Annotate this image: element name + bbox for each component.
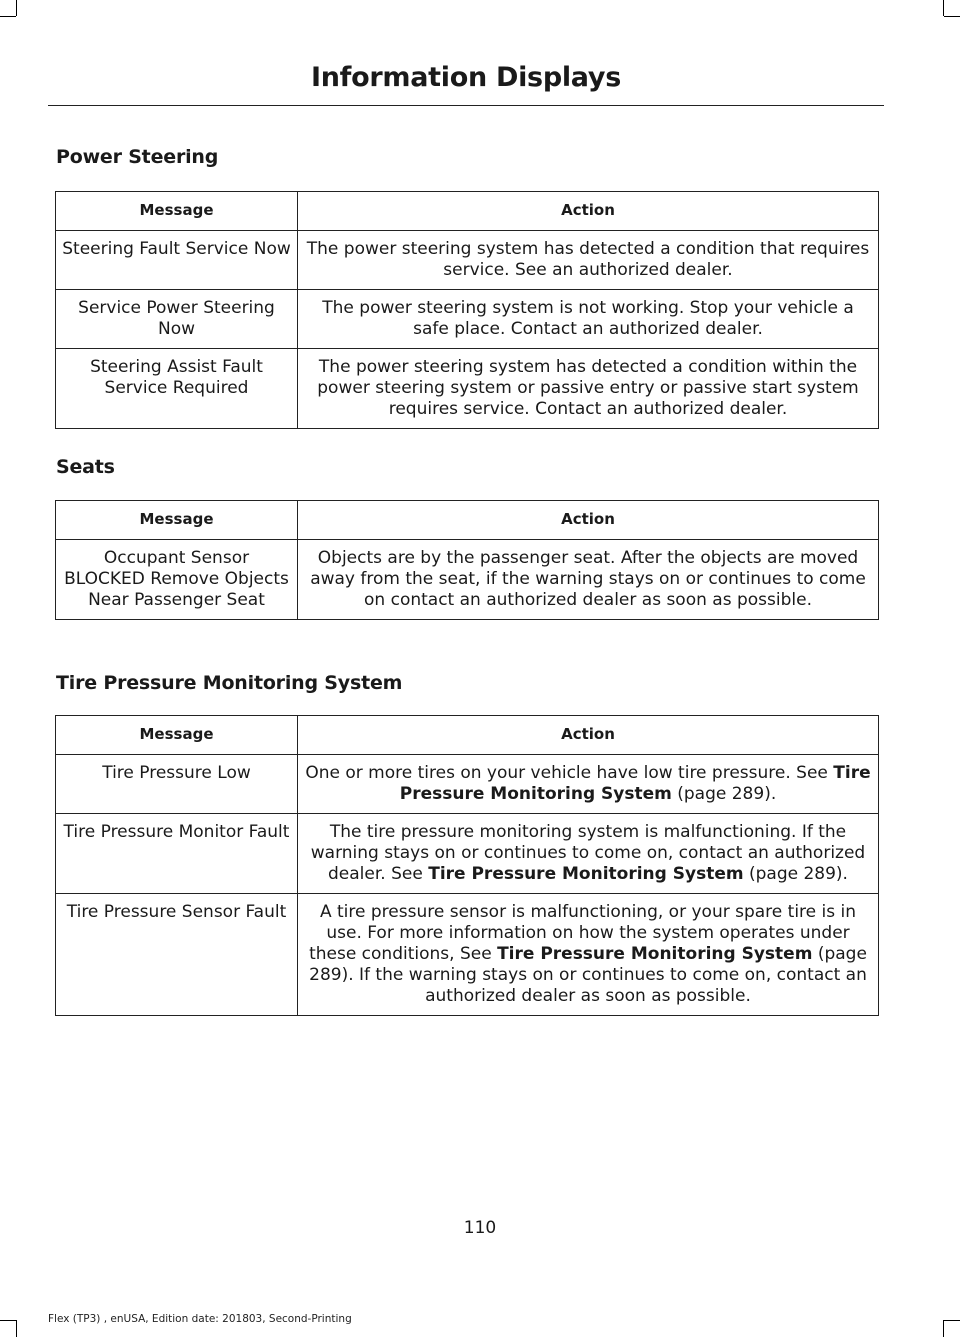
crop-mark xyxy=(944,1320,960,1321)
column-header-action: Action xyxy=(298,501,879,540)
action-cell xyxy=(298,814,879,894)
action-cell: Objects are by the passenger seat. After the objects are moved away from the seat, if the warning stays on or continues to come on contact an authorized dealer as soon as possible. xyxy=(298,540,879,620)
message-cell: Tire Pressure Monitor Fault xyxy=(56,814,298,894)
action-cell xyxy=(298,894,879,1016)
action-text: One or more tires on your vehicle have low tire pressure. See xyxy=(305,763,834,783)
crop-mark xyxy=(943,1320,944,1337)
column-header-message: Message xyxy=(56,501,298,540)
message-cell: Steering Fault Service Now xyxy=(56,231,298,290)
table-row xyxy=(56,231,879,290)
power-steering-table xyxy=(55,191,879,429)
cross-reference-link[interactable]: Tire Pressure Monitoring System xyxy=(497,944,813,964)
seats-table xyxy=(55,500,879,620)
column-header-message: Message xyxy=(56,192,298,231)
column-header-message: Message xyxy=(56,716,298,755)
action-cell: The power steering system is not working. Stop your vehicle a safe place. Contact an authorized dealer. xyxy=(298,290,879,349)
table-row xyxy=(56,290,879,349)
table-row xyxy=(56,540,879,620)
table-header-row xyxy=(56,716,879,755)
table-row xyxy=(56,755,879,814)
section-title-seats: Seats xyxy=(56,456,115,478)
crop-mark xyxy=(943,0,944,16)
crop-mark xyxy=(944,16,960,17)
crop-mark xyxy=(0,16,16,17)
column-header-action: Action xyxy=(298,716,879,755)
section-title-power-steering: Power Steering xyxy=(56,146,219,168)
cross-reference-link[interactable]: Tire Pressure Monitoring System xyxy=(428,864,744,884)
crop-mark xyxy=(16,1320,17,1337)
crop-mark xyxy=(0,1320,16,1321)
page-number: 110 xyxy=(463,1218,497,1238)
action-text: A tire pressure sensor is malfunctioning, or your spare tire is in use. For more information on how the system operates under these conditions, See xyxy=(309,902,856,964)
message-cell: Tire Pressure Sensor Fault xyxy=(56,894,298,1016)
action-text: The tire pressure monitoring system is malfunctioning. If the warning stays on or continues to come on, contact an authorized dealer. See xyxy=(310,822,866,884)
table-row xyxy=(56,894,879,1016)
message-cell: Steering Assist Fault Service Required xyxy=(56,349,298,429)
table-header-row xyxy=(56,501,879,540)
message-cell: Occupant Sensor BLOCKED Remove Objects Near Passenger Seat xyxy=(56,540,298,620)
page-reference: (page 289). xyxy=(743,864,848,884)
table-header-row xyxy=(56,192,879,231)
message-cell: Tire Pressure Low xyxy=(56,755,298,814)
page-reference: (page 289). If the warning stays on or continues to come on, contact an authorized dealer as soon as possible. xyxy=(309,944,867,1006)
section-title-tpms: Tire Pressure Monitoring System xyxy=(56,672,403,694)
tpms-table xyxy=(55,715,879,1016)
action-cell: The power steering system has detected a condition that requires service. See an authorized dealer. xyxy=(298,231,879,290)
message-cell: Service Power Steering Now xyxy=(56,290,298,349)
column-header-action: Action xyxy=(298,192,879,231)
page-header: Information Displays xyxy=(311,62,621,93)
action-cell: The power steering system has detected a condition within the power steering system or passive entry or passive start system requires service. Contact an authorized dealer. xyxy=(298,349,879,429)
action-cell xyxy=(298,755,879,814)
crop-mark xyxy=(16,0,17,16)
table-row xyxy=(56,349,879,429)
page-reference: (page 289). xyxy=(671,784,777,804)
cross-reference-link[interactable]: Tire Pressure Monitoring System xyxy=(399,763,871,804)
footer-edition-info: Flex (TP3) , enUSA, Edition date: 201803, Second-Printing xyxy=(48,1313,352,1325)
table-row xyxy=(56,814,879,894)
header-divider xyxy=(48,105,884,106)
